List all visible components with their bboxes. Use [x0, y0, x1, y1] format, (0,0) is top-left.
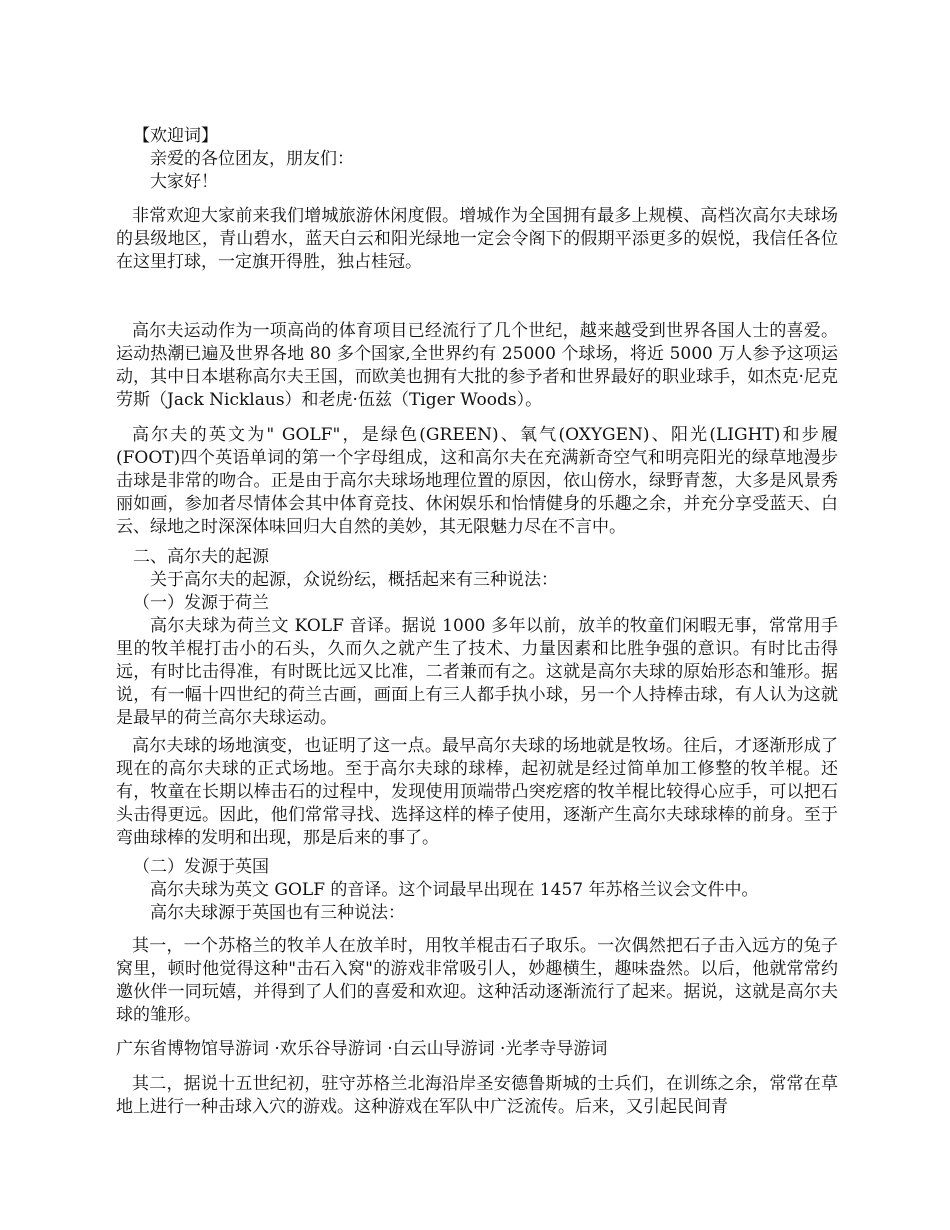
intro-paragraph: 非常欢迎大家前来我们增城旅游休闲度假。增城作为全国拥有最多上规模、高档次高尔夫球场的县级地区，青山碧水，蓝天白云和阳光绿地一定会令阁下的假期平添更多的娱悦，我信任各位在这里打球，一定旗开得胜，独占桂冠。 [116, 206, 838, 272]
subheading-britain: （二）发源于英国 [133, 857, 269, 877]
section-heading-origin: 二、高尔夫的起源 [133, 547, 269, 567]
golf-english-paragraph: 高尔夫的英文为" GOLF"，是绿色(GREEN)、氧气(OXYGEN)、阳光(LIGHT)和步履(FOOT)四个英语单词的第一个字母组成，这和高尔夫在充满新奇空气和明亮阳光的绿草地漫步击球是非常的吻合。正是由于高尔夫球场地理位置的原因，依山傍水，绿野青葱，大多是风景秀丽如画，参加者尽情体会其中体育竞技、休闲娱乐和怡情健身的乐趣之余，并充分享受蓝天、白云、绿地之时深深体味回归大自然的美妙，其无限魅力尽在不言中。 [116, 425, 838, 537]
first-theory-paragraph: 其一，一个苏格兰的牧羊人在放羊时，用牧羊棍击石子取乐。一次偶然把石子击入远方的兔子窝里，顿时他觉得这种"击石入窝"的游戏非常吸引人，妙趣横生，趣味盎然。以后，他就常常约邀伙伴一同玩嬉，并得到了人们的喜爱和欢迎。这种活动逐渐流行了起来。据说，这就是高尔夫球的雏形。 [116, 936, 838, 1025]
britain-line-1: 高尔夫球为英文 GOLF 的音译。这个词最早出现在 1457 年苏格兰议会文件中。 [150, 880, 759, 900]
greeting-line: 亲爱的各位团友，朋友们： [150, 149, 354, 169]
netherlands-paragraph: 高尔夫球为荷兰文 KOLF 音译。据说 1000 多年以前，放羊的牧童们闲暇无事，常常用手里的牧羊棍打击小的石头，久而久之就产生了技术、力量因素和比胜争强的意识。有时比击得远，有时比击得准，有时既比远又比准，二者兼而有之。这就是高尔夫球的原始形态和雏形。据说，有一幅十四世纪的荷兰古画，画面上有三人都手执小球，另一个人持棒击球，有人认为这就是最早的荷兰高尔夫球运动。 [116, 616, 838, 728]
subheading-netherlands: （一）发源于荷兰 [133, 593, 269, 613]
britain-line-2: 高尔夫球源于英国也有三种说法： [150, 903, 405, 923]
welcome-heading: 【欢迎词】 [133, 126, 218, 146]
hello-line: 大家好！ [150, 172, 218, 192]
golf-intro-paragraph: 高尔夫运动作为一项高尚的体育项目已经流行了几个世纪，越来越受到世界各国人士的喜爱。运动热潮已遍及世界各地 80 多个国家,全世界约有 25000 个球场，将近 5000 万人参予这项运动，其中日本堪称高尔夫王国，而欧美也拥有大批的参予者和世界最好的职业球手，如杰克·尼克劳斯（Jack Nicklaus）和老虎·伍兹（Tiger Woods）。 [116, 321, 838, 410]
evolution-paragraph: 高尔夫球的场地演变，也证明了这一点。最早高尔夫球的场地就是牧场。往后，才逐渐形成了现在的高尔夫球的正式场地。至于高尔夫球的球棒，起初就是经过简单加工修整的牧羊棍。还有，牧童在长期以棒击石的过程中，发现使用顶端带凸突疙瘩的牧羊棍比较得心应手，可以把石头击得更远。因此，他们常常寻找、选择这样的棒子使用，逐渐产生高尔夫球球棒的前身。至于弯曲球棒的发明和出现，那是后来的事了。 [116, 736, 838, 848]
related-links-line[interactable]: 广东省博物馆导游词 ·欢乐谷导游词 ·白云山导游词 ·光孝寺导游词 [116, 1039, 608, 1059]
second-theory-paragraph: 其二，据说十五世纪初，驻守苏格兰北海沿岸圣安德鲁斯城的士兵们，在训练之余，常常在草地上进行一种击球入穴的游戏。这种游戏在军队中广泛流传。后来，又引起民间青 [116, 1074, 838, 1117]
origin-intro-line: 关于高尔夫的起源，众说纷纭，概括起来有三种说法： [150, 570, 558, 590]
